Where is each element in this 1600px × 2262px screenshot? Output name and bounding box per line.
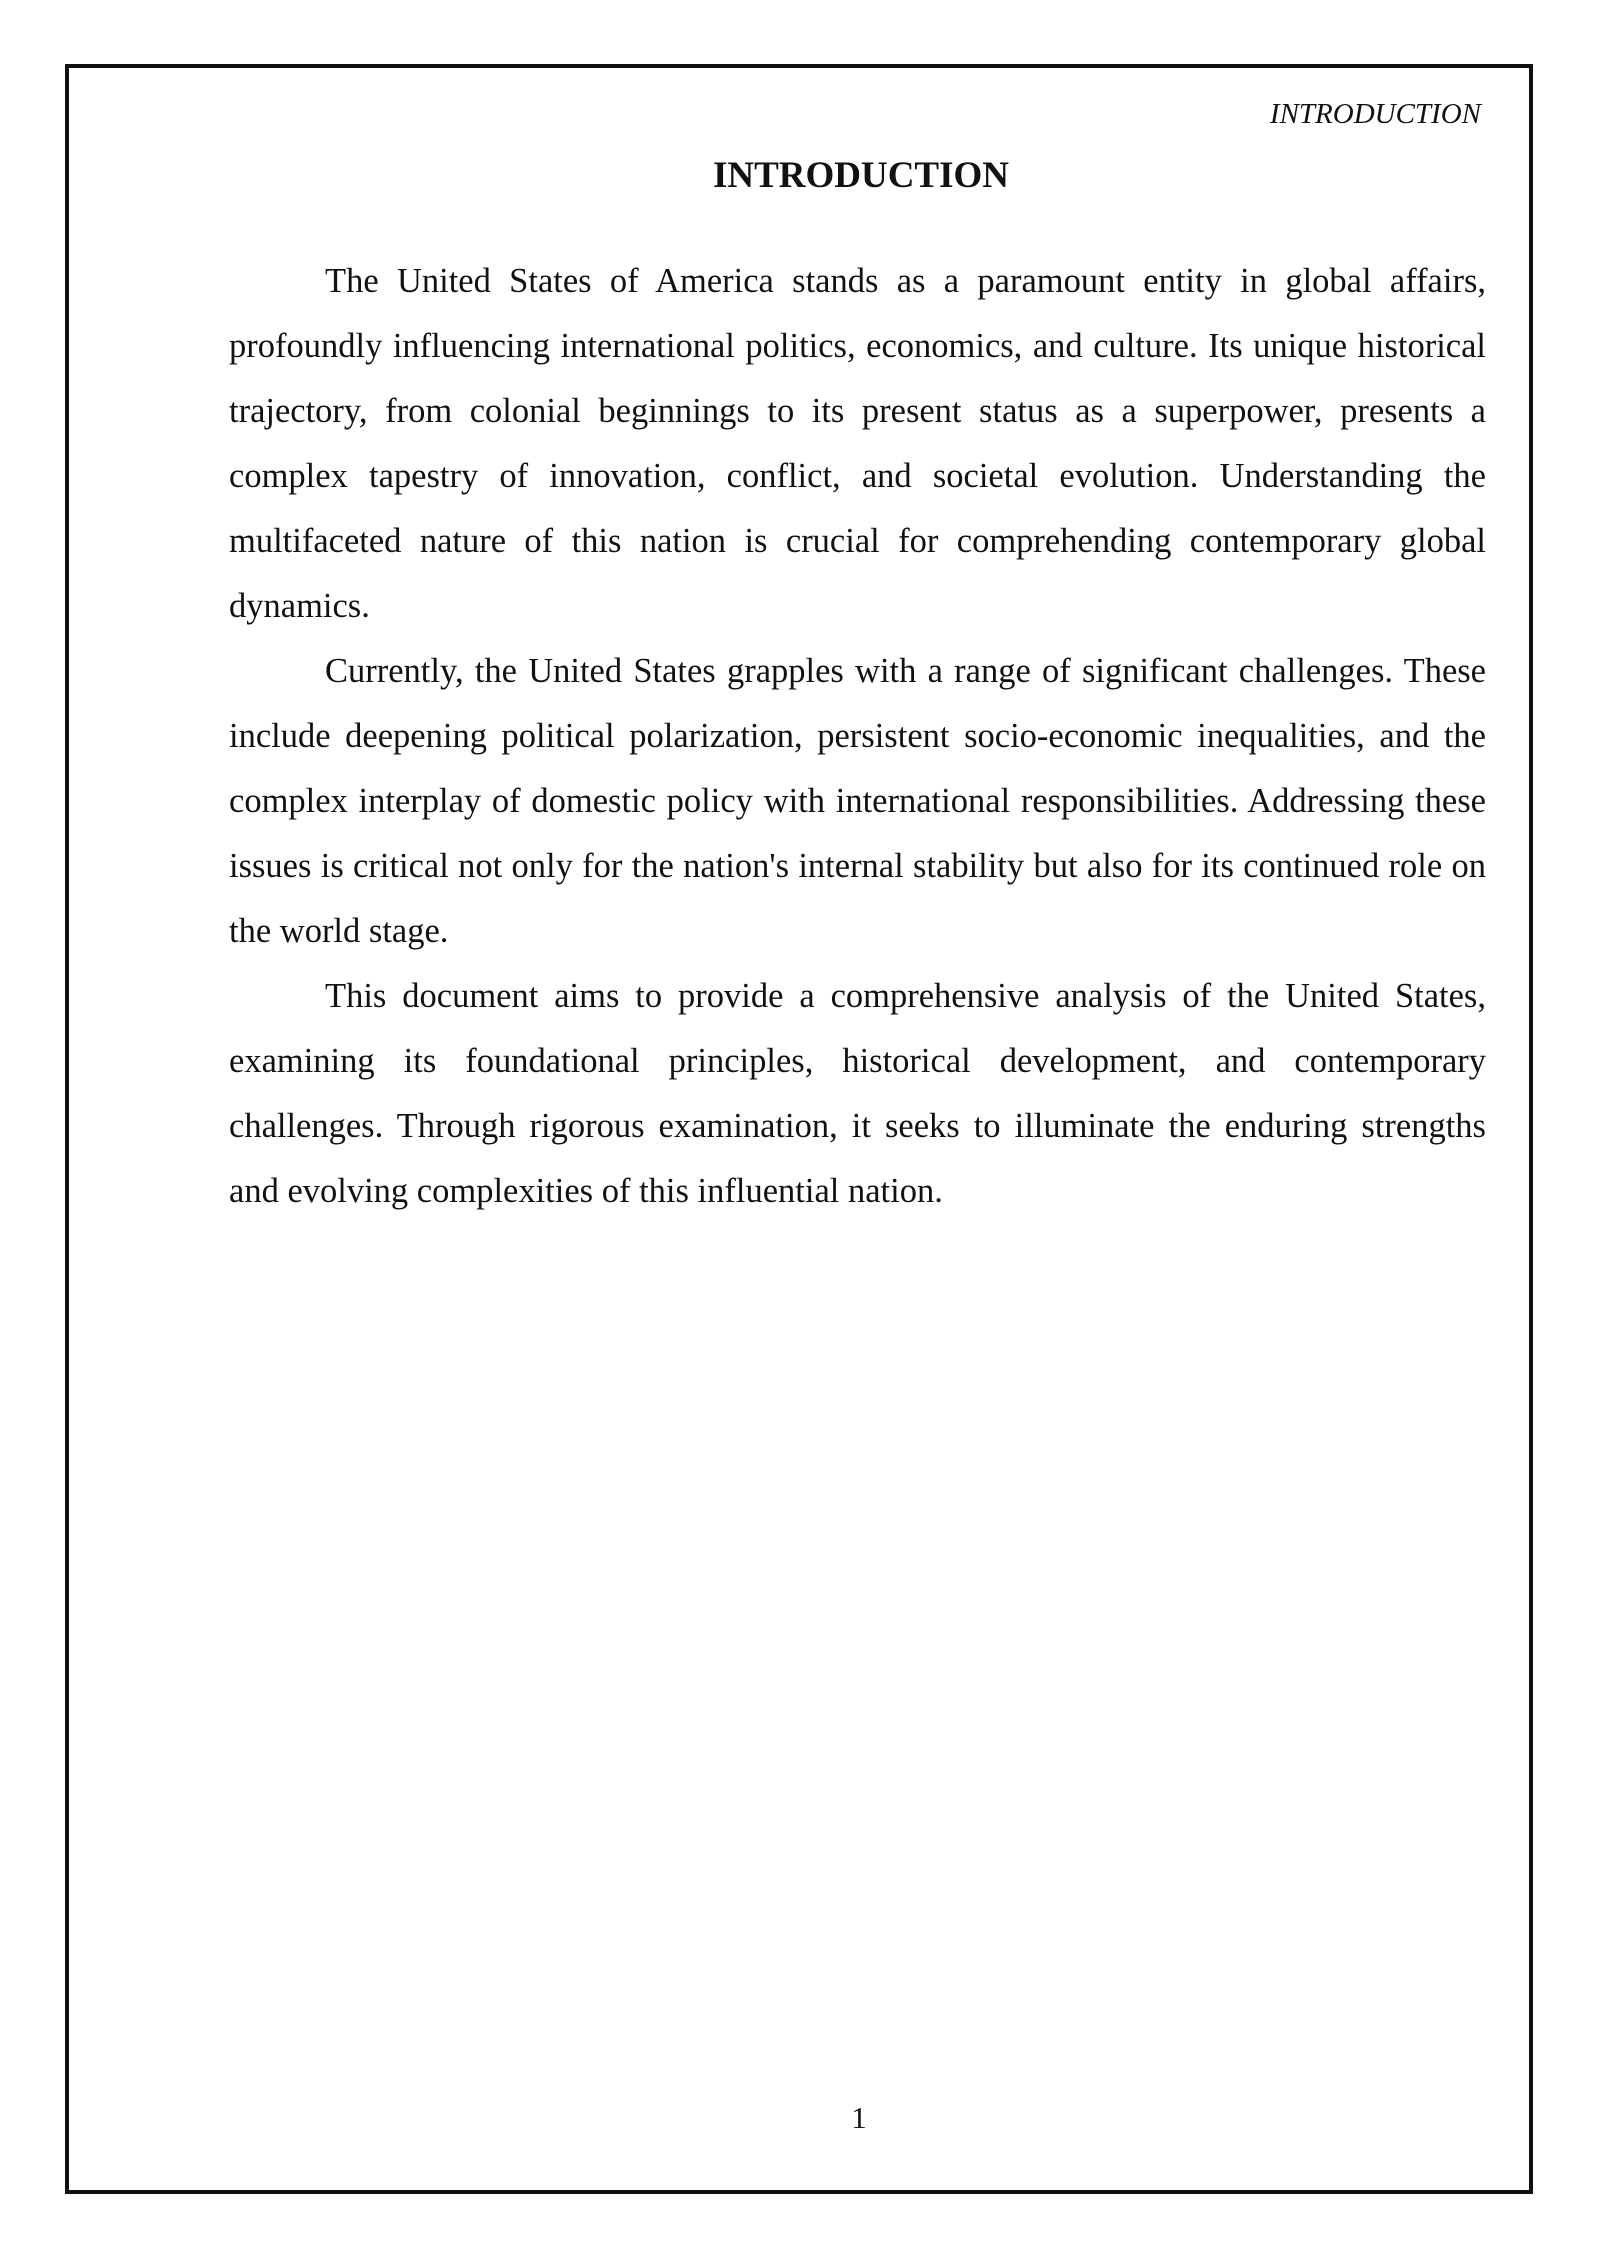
- running-header: INTRODUCTION: [1269, 98, 1481, 130]
- paragraph-3: This document aims to provide a comprehensive analysis of the United States, examining its foundational principles, historical development, and contemporary challenges. Through rigorous examination, it seeks to illuminate the enduring strengths and evolving complexities of this influential nation.: [229, 977, 1486, 1210]
- page-number: 1: [851, 2100, 867, 2135]
- page-title: INTRODUCTION: [712, 155, 1010, 196]
- paragraph-1: The United States of America stands as a paramount entity in global affairs, profoundly influencing international politics, economics, and culture. Its unique historical trajectory, from colonial beginnings to its present status as a superpower, presents a complex tapestry of innovation, conflict, and societal evolution. Understanding the multifaceted nature of this nation is crucial for comprehending contemporary global dynamics.: [229, 262, 1486, 625]
- paragraph-2: Currently, the United States grapples with a range of significant challenges. These include deepening political polarization, persistent socio-economic inequalities, and the complex interplay of domestic policy with international responsibilities. Addressing these issues is critical not only for the nation's internal stability but also for its continued role on the world stage.: [229, 652, 1486, 950]
- body-text: [229, 249, 1486, 1224]
